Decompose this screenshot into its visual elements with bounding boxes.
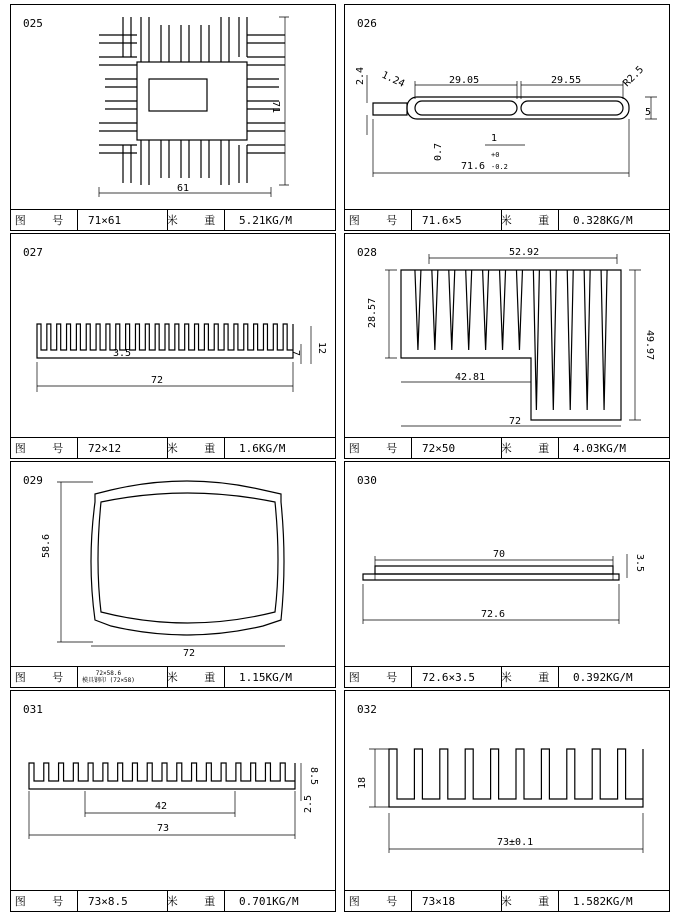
profile-size: 72×50 xyxy=(412,438,502,458)
dim-slot: 3.5 xyxy=(113,348,132,359)
weight-label: 米 重 xyxy=(502,210,559,230)
drawing-no-label: 图 号 xyxy=(345,891,412,911)
dim-total-width: 72 xyxy=(509,416,522,427)
panel-number: 027 xyxy=(23,246,43,259)
info-bar xyxy=(345,666,669,687)
weight-label: 米 重 xyxy=(502,667,559,687)
drawing-no-label: 图 号 xyxy=(11,667,78,687)
weight-label: 米 重 xyxy=(168,438,225,458)
profile-drawing-028 xyxy=(345,234,671,440)
panel-number: 026 xyxy=(357,17,377,30)
dim-tol-upper: +0 xyxy=(491,151,500,159)
profile-size xyxy=(78,667,168,687)
dim-inner-span: 42 xyxy=(155,801,168,812)
panel-032 xyxy=(344,690,670,912)
weight-label: 米 重 xyxy=(168,667,225,687)
dim-total-height: 49.97 xyxy=(644,330,655,361)
panel-031 xyxy=(10,690,336,912)
profile-drawing-032 xyxy=(345,691,671,893)
weight-value: 0.392KG/M xyxy=(573,670,633,684)
panel-028 xyxy=(344,233,670,459)
panel-025 xyxy=(10,4,336,231)
drawing-no-label: 图 号 xyxy=(345,438,412,458)
info-bar xyxy=(345,437,669,458)
dim-base-height: 7 xyxy=(290,350,301,357)
panel-030 xyxy=(344,461,670,688)
profile-size: 72.6×3.5 xyxy=(412,667,502,687)
weight-value: 0.701KG/M xyxy=(239,894,299,908)
profile-size: 71.6×5 xyxy=(412,210,502,230)
dim-wall: 1.24 xyxy=(379,69,407,90)
profile-size: 73×18 xyxy=(412,891,502,911)
info-bar xyxy=(345,890,669,911)
top-fins xyxy=(123,17,247,62)
drawing-no-label: 图 号 xyxy=(11,210,78,230)
dim-total-height: 12 xyxy=(316,342,327,355)
weight-value: 4.03KG/M xyxy=(573,441,626,455)
dim-length: 73±0.1 xyxy=(497,837,534,848)
drawing-no-label: 图 号 xyxy=(11,438,78,458)
profile-drawing-029 xyxy=(11,462,337,669)
dim-length: 72 xyxy=(151,375,164,386)
dim-width: 61 xyxy=(177,183,190,194)
weight-label: 米 重 xyxy=(168,891,225,911)
dim-length: 71.6 xyxy=(461,161,486,172)
panel-number: 030 xyxy=(357,474,377,487)
info-bar xyxy=(11,209,335,230)
dim-height: 5 xyxy=(645,107,652,118)
panel-029 xyxy=(10,461,336,688)
weight-label: 米 重 xyxy=(502,891,559,911)
dim-base: 2.5 xyxy=(303,794,314,813)
info-bar xyxy=(11,890,335,911)
profile-size: 73×8.5 xyxy=(78,891,168,911)
weight-label: 米 重 xyxy=(168,210,225,230)
drawing-no-label: 图 号 xyxy=(11,891,78,911)
panel-number: 029 xyxy=(23,474,43,487)
panel-number: 032 xyxy=(357,703,377,716)
profile-size: 71×61 xyxy=(78,210,168,230)
dim-step-width: 42.81 xyxy=(455,372,486,383)
dim-height: 71 xyxy=(270,101,281,114)
dim-thin-wall: 0.7 xyxy=(433,142,444,161)
dim-length: 72.6 xyxy=(481,609,506,620)
panel-027 xyxy=(10,233,336,459)
profile-size-line1: 72×58.6 xyxy=(95,670,122,677)
weight-value: 5.21KG/M xyxy=(239,213,292,227)
profile-drawing-031 xyxy=(11,691,337,893)
weight-value: 1.15KG/M xyxy=(239,670,292,684)
dim-fin-width: 70 xyxy=(493,549,506,560)
info-bar xyxy=(11,666,335,687)
panel-026 xyxy=(344,4,670,231)
profile-size-line2: 模具钢印 (72×58) xyxy=(82,677,135,684)
weight-value: 0.328KG/M xyxy=(573,213,633,227)
dim-left-height: 28.57 xyxy=(367,297,378,328)
profile-drawing-030 xyxy=(345,462,671,669)
panel-number: 031 xyxy=(23,703,43,716)
dim-length: 73 xyxy=(157,823,170,834)
profile-drawing-026 xyxy=(345,5,671,212)
dim-right-chamber: 29.55 xyxy=(551,75,582,86)
weight-value: 1.582KG/M xyxy=(573,894,633,908)
panel-number: 025 xyxy=(23,17,43,30)
dim-height: 3.5 xyxy=(634,554,645,573)
dim-tab-thickness: 2.4 xyxy=(355,66,366,85)
dim-top-width: 52.92 xyxy=(509,247,540,258)
profile-size: 72×12 xyxy=(78,438,168,458)
dim-height: 18 xyxy=(357,776,368,789)
info-bar xyxy=(11,437,335,458)
weight-label: 米 重 xyxy=(502,438,559,458)
dim-tol-lower: -0.2 xyxy=(491,163,508,171)
panel-number: 028 xyxy=(357,246,377,259)
drawing-no-label: 图 号 xyxy=(345,210,412,230)
dim-width: 72 xyxy=(183,648,196,659)
dim-gap: 1 xyxy=(491,133,498,144)
profile-drawing-027 xyxy=(11,234,337,440)
dim-left-chamber: 29.05 xyxy=(449,75,480,86)
dim-radius: R2.5 xyxy=(621,64,647,90)
drawing-no-label: 图 号 xyxy=(345,667,412,687)
weight-value: 1.6KG/M xyxy=(239,441,286,455)
dim-height: 58.6 xyxy=(41,533,52,558)
info-bar xyxy=(345,209,669,230)
profile-drawing-025 xyxy=(11,5,337,212)
dim-height: 8.5 xyxy=(308,767,319,786)
